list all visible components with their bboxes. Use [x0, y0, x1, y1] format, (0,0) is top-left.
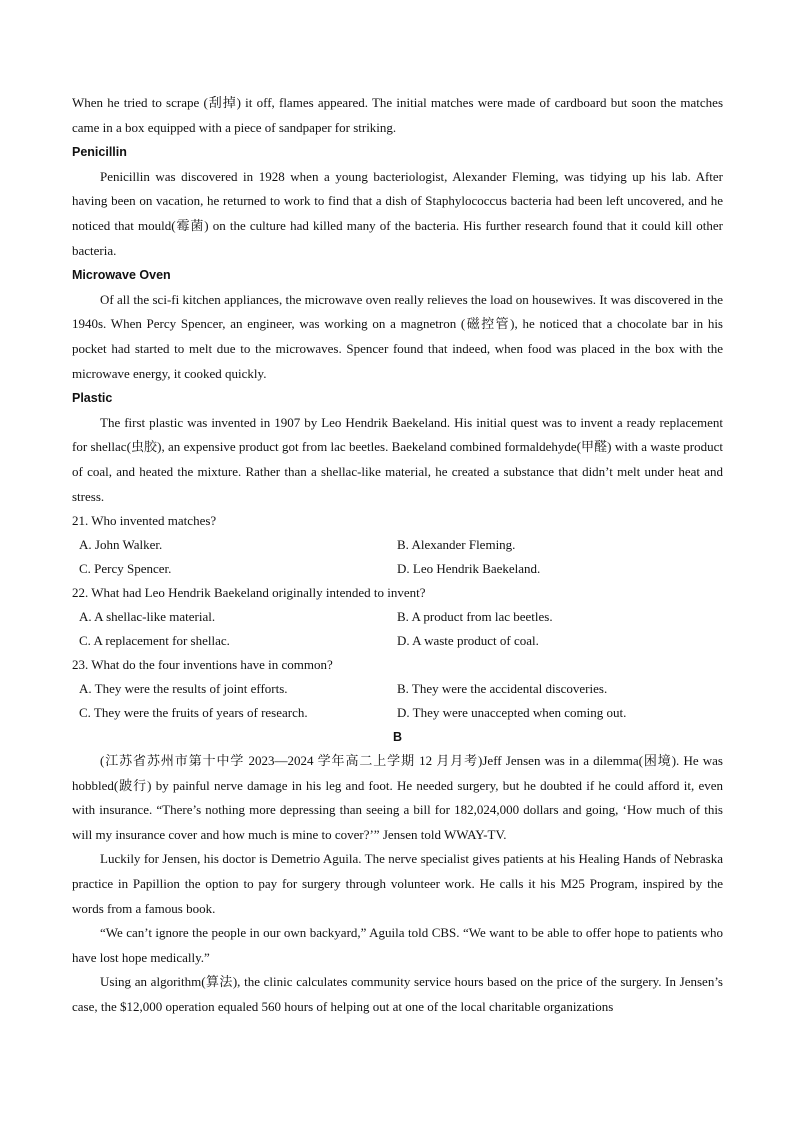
option-a: A. They were the results of joint efforts. — [79, 681, 288, 697]
option-b: B. Alexander Fleming. — [397, 537, 516, 553]
option-d: D. They were unaccepted when coming out. — [397, 705, 627, 721]
microwave-paragraph: Of all the sci-fi kitchen appliances, the microwave oven really relieves the load on housewives. It was discovered in the 1940s. When Percy Spencer, an engineer, was working on a magnetron (磁控管), he noticed that a chocolate bar in his pocket had started to melt due to the microwaves. Spencer found that indeed, when food was placed in the box with the microwave energy, it cooked quickly. — [72, 291, 723, 381]
section-title-penicillin: Penicillin — [72, 145, 127, 160]
option-d: D. A waste product of coal. — [397, 633, 539, 649]
option-c: C. Percy Spencer. — [79, 561, 172, 577]
passage-b-paragraph-4: Using an algorithm(算法), the clinic calculates community service hours based on the price of the surgery. In Jensen’s case, the $12,000 operation equaled 560 hours of helping out at one of the local charitable organizations — [72, 974, 723, 1015]
question-23 — [72, 653, 723, 725]
question-22 — [72, 581, 723, 653]
section-title-plastic: Plastic — [72, 391, 113, 406]
question-options — [72, 677, 723, 725]
option-b: B. A product from lac beetles. — [397, 609, 553, 625]
question-stem: 22. What had Leo Hendrik Baekeland originally intended to invent? — [72, 585, 426, 601]
question-options — [72, 605, 723, 653]
passage-b-paragraph-2: Luckily for Jensen, his doctor is Demetrio Aguila. The nerve specialist gives patients at his Healing Hands of Nebraska practice in Papillion the option to pay for surgery through volunteer work. He calls it his M25 Program, inspired by the words from a famous book. — [72, 851, 723, 916]
plastic-paragraph: The first plastic was invented in 1907 by Leo Hendrik Baekeland. His initial quest was to invent a ready replacement for shellac(虫胶), an expensive product got from lac beetles. Baekeland combined formaldehyde(甲醛) with a waste product of coal, and heated the mixture. Rather than a shellac-like material, he created a substance that didn’t melt under heat and stress. — [72, 414, 723, 504]
option-b: B. They were the accidental discoveries. — [397, 681, 608, 697]
passage-b-paragraph-1: (江苏省苏州市第十中学 2023—2024 学年高二上学期 12 月月考)Jeff Jensen was in a dilemma(困境). He was hobbled(跛行) by painful nerve damage in his leg and foot. He needed surgery, but he doubted if he could afford it, even with insurance. “There’s nothing more depressing than seeing a bill for 182,024,000 dollars and going, ‘How much of this will my insurance cover and how much is mine to cover?’” Jensen told WWAY-TV. — [72, 753, 723, 842]
document-page — [72, 91, 723, 1020]
option-c: C. A replacement for shellac. — [79, 633, 230, 649]
passage-b-label: B — [392, 730, 403, 745]
option-a: A. John Walker. — [79, 537, 163, 553]
question-21 — [72, 509, 723, 581]
option-c: C. They were the fruits of years of research. — [79, 705, 308, 721]
question-stem: 23. What do the four inventions have in common? — [72, 657, 333, 673]
passage-b-paragraph-3: “We can’t ignore the people in our own backyard,” Aguila told CBS. “We want to be able to offer hope to patients who have lost hope medically.” — [72, 925, 723, 965]
question-stem: 21. Who invented matches? — [72, 513, 217, 529]
section-title-microwave-oven: Microwave Oven — [72, 268, 171, 283]
option-d: D. Leo Hendrik Baekeland. — [397, 561, 541, 577]
penicillin-paragraph: Penicillin was discovered in 1928 when a young bacteriologist, Alexander Fleming, was tidying up his lab. After having been on vacation, he returned to work to find that a dish of Staphylococcus bacteria had been left uncovered, and he noticed that mould(霉菌) on the culture had killed many of the bacteria. His further research found that it could kill other bacteria. — [72, 168, 723, 258]
option-a: A. A shellac-like material. — [79, 609, 216, 625]
matches-paragraph-end: When he tried to scrape (刮掉) it off, flames appeared. The initial matches were made of cardboard but soon the matches came in a box equipped with a piece of sandpaper for striking. — [72, 95, 723, 135]
question-options — [72, 533, 723, 581]
